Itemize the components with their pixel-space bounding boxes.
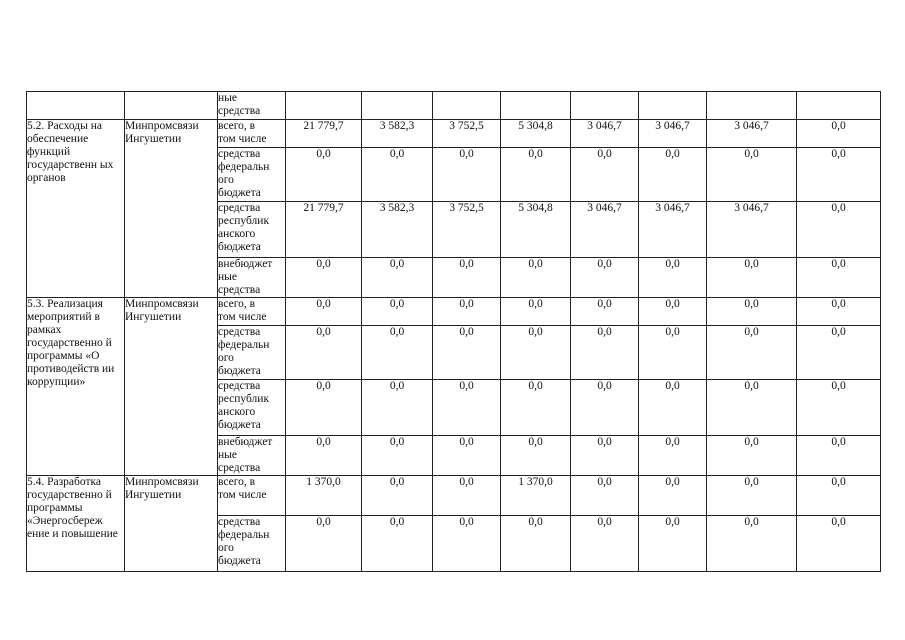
value-cell: 0,0 [639,258,707,298]
value-cell: 5 304,8 [501,120,571,148]
source-label: всего, в том числе [218,476,267,501]
source-cell [218,298,286,326]
value-cell: 0,0 [571,326,639,380]
value-cell: 3 582,3 [362,202,433,258]
executor-cell: Минпромсвязи Ингушетии [125,298,218,476]
source-cell [218,326,286,380]
value-cell: 0,0 [639,436,707,476]
value-cell: 0,0 [286,516,362,572]
executor-cell [125,92,218,120]
value-cell: 0,0 [707,436,797,476]
value-cell: 0,0 [433,258,501,298]
value-cell: 0,0 [362,476,433,516]
source-label: средства федеральн ого бюджета [218,326,270,377]
value-cell: 0,0 [707,148,797,202]
value-cell: 0,0 [571,516,639,572]
value-cell: 3 582,3 [362,120,433,148]
value-cell: 0,0 [707,258,797,298]
value-cell: 0,0 [797,120,881,148]
value-cell [639,92,707,120]
source-label: средства республик анского бюджета [218,380,270,431]
source-label: всего, в том числе [218,120,267,145]
value-cell: 0,0 [433,516,501,572]
value-cell: 0,0 [433,380,501,436]
value-cell [433,92,501,120]
value-cell: 0,0 [797,326,881,380]
value-cell: 0,0 [501,436,571,476]
source-cell [218,516,286,572]
value-cell: 0,0 [639,516,707,572]
value-cell: 0,0 [707,298,797,326]
source-cell [218,436,286,476]
value-cell: 21 779,7 [286,202,362,258]
value-cell [362,92,433,120]
value-cell: 0,0 [433,148,501,202]
value-cell: 0,0 [433,326,501,380]
table-row [27,92,881,120]
table-row [27,476,881,516]
budget-table [26,91,881,572]
source-cell: ные средства [218,92,286,120]
value-cell: 3 046,7 [707,120,797,148]
value-cell: 0,0 [571,298,639,326]
executor-cell: Минпромсвязи Ингушетии [125,476,218,572]
value-cell: 0,0 [797,148,881,202]
value-cell: 0,0 [433,298,501,326]
value-cell: 0,0 [286,298,362,326]
value-cell: 0,0 [707,326,797,380]
value-cell: 0,0 [797,476,881,516]
value-cell [707,92,797,120]
value-cell: 0,0 [433,436,501,476]
value-cell: 0,0 [362,326,433,380]
value-cell: 0,0 [286,148,362,202]
value-cell: 0,0 [797,202,881,258]
value-cell: 0,0 [797,436,881,476]
value-cell [797,92,881,120]
value-cell: 1 370,0 [501,476,571,516]
source-cell [218,476,286,516]
source-label: всего, в том числе [218,298,267,323]
executor-cell: Минпромсвязи Ингушетии [125,120,218,298]
value-cell [286,92,362,120]
value-cell: 0,0 [286,436,362,476]
value-cell: 0,0 [501,258,571,298]
value-cell: 0,0 [286,258,362,298]
program-cell: 5.4. Разработка государственно й программы «Энергосбереж ение и повышение [27,476,125,572]
value-cell: 0,0 [639,298,707,326]
value-cell: 3 752,5 [433,120,501,148]
value-cell: 3 046,7 [571,202,639,258]
value-cell: 0,0 [501,148,571,202]
source-label: средства федеральн ого бюджета [218,516,270,567]
source-label: средства федеральн ого бюджета [218,148,270,199]
value-cell: 0,0 [639,326,707,380]
source-label: внебюджет ные средства [218,436,273,474]
value-cell: 0,0 [362,258,433,298]
value-cell: 0,0 [286,380,362,436]
value-cell: 0,0 [571,476,639,516]
value-cell: 0,0 [362,380,433,436]
value-cell: 0,0 [797,258,881,298]
value-cell: 0,0 [639,148,707,202]
value-cell: 0,0 [362,148,433,202]
value-cell: 0,0 [571,436,639,476]
program-cell: 5.2. Расходы на обеспечение функций государственн ых органов [27,120,125,298]
value-cell: 0,0 [501,380,571,436]
value-cell: 0,0 [362,298,433,326]
value-cell [571,92,639,120]
source-cell [218,148,286,202]
source-cell [218,380,286,436]
value-cell: 0,0 [286,326,362,380]
value-cell: 3 046,7 [571,120,639,148]
source-cell [218,202,286,258]
value-cell: 0,0 [639,476,707,516]
source-label: средства республик анского бюджета [218,202,270,253]
source-cell [218,258,286,298]
value-cell: 0,0 [707,516,797,572]
value-cell: 0,0 [797,516,881,572]
program-cell: 5.3. Реализация мероприятий в рамках государственно й программы «О противодейств ии коррупции» [27,298,125,476]
value-cell: 0,0 [571,258,639,298]
value-cell: 0,0 [362,436,433,476]
program-cell [27,92,125,120]
value-cell: 3 046,7 [707,202,797,258]
value-cell: 3 752,5 [433,202,501,258]
value-cell: 0,0 [501,326,571,380]
table-body [27,92,881,572]
table-row [27,298,881,326]
source-label: внебюджет ные средства [218,258,273,296]
value-cell: 0,0 [501,298,571,326]
value-cell: 0,0 [707,380,797,436]
value-cell: 0,0 [707,476,797,516]
value-cell: 21 779,7 [286,120,362,148]
value-cell: 1 370,0 [286,476,362,516]
value-cell: 0,0 [362,516,433,572]
value-cell: 3 046,7 [639,202,707,258]
value-cell: 0,0 [433,476,501,516]
value-cell: 0,0 [639,380,707,436]
value-cell [501,92,571,120]
table-row [27,120,881,148]
value-cell: 3 046,7 [639,120,707,148]
value-cell: 0,0 [501,516,571,572]
value-cell: 0,0 [797,380,881,436]
value-cell: 0,0 [571,380,639,436]
value-cell: 5 304,8 [501,202,571,258]
source-cell [218,120,286,148]
value-cell: 0,0 [571,148,639,202]
value-cell: 0,0 [797,298,881,326]
